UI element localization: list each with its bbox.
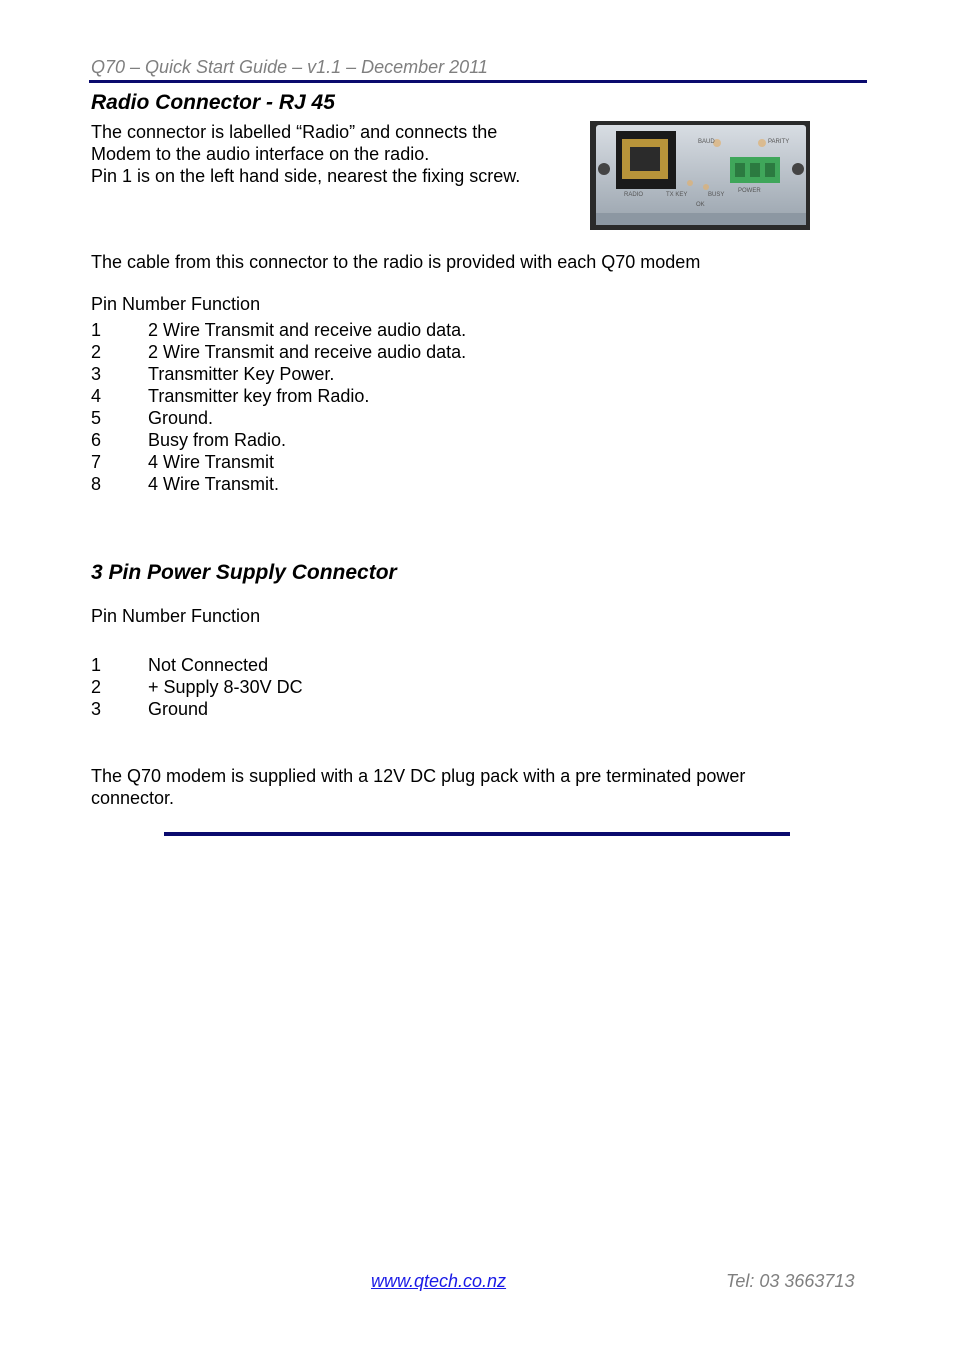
pin-number: 1 [91,320,102,340]
power-pin-row [91,654,268,676]
pin-number: 8 [91,474,102,494]
connector-photo [590,121,810,230]
radio-pin-row [91,385,369,407]
pin-function: Ground [148,699,209,719]
photo-label-busy: BUSY [708,192,725,198]
pin-number: 3 [91,699,102,719]
pin-function: Transmitter key from Radio. [148,386,370,406]
page-header: Q70 – Quick Start Guide – v1.1 – December 2011 [91,57,488,77]
radio-intro [91,121,520,187]
pin-number: 1 [91,655,102,675]
power-note-line: The Q70 modem is supplied with a 12V DC plug pack with a pre terminated power [91,766,746,786]
radio-pin-row [91,407,213,429]
photo-label-txkey: TX KEY [666,192,688,198]
radio-pin-table-header: Pin Number Function [91,294,261,314]
photo-label-parity: PARITY [768,139,790,145]
radio-pin-row [91,319,466,341]
pin-number: 4 [91,386,102,406]
radio-intro-line: Modem to the audio interface on the radio. [91,144,430,164]
section-end-rule [164,832,790,836]
pin-number: 5 [91,408,102,428]
header-rule [89,80,867,83]
photo-label-ok: OK [696,202,705,208]
pin-function: 2 Wire Transmit and receive audio data. [148,320,467,340]
pin-function: 2 Wire Transmit and receive audio data. [148,342,467,362]
power-pin-row [91,698,208,720]
pin-number: 7 [91,452,102,472]
pin-function: 4 Wire Transmit. [148,474,280,494]
pin-function: Busy from Radio. [148,430,287,450]
power-note [91,765,745,809]
pin-number: 3 [91,364,102,384]
radio-intro-line: Pin 1 is on the left hand side, nearest the fixing screw. [91,166,521,186]
photo-label-radio: RADIO [624,192,644,198]
pin-function: Transmitter Key Power. [148,364,335,384]
power-connector-heading: 3 Pin Power Supply Connector [91,561,397,584]
radio-pin-row [91,363,334,385]
pin-function: + Supply 8-30V DC [148,677,303,697]
radio-pin-row [91,473,279,495]
pin-function: Not Connected [148,655,269,675]
cable-note: The cable from this connector to the radio is provided with each Q70 modem [91,252,701,272]
radio-connector-heading: Radio Connector - RJ 45 [91,91,335,114]
pin-number: 6 [91,430,102,450]
pin-number: 2 [91,342,102,362]
radio-intro-line: The connector is labelled “Radio” and connects the [91,122,498,142]
radio-pin-row [91,451,274,473]
photo-label-power: POWER [738,188,761,194]
pin-number: 2 [91,677,102,697]
radio-pin-row [91,429,286,451]
radio-pin-row [91,341,466,363]
pin-function: Ground. [148,408,214,428]
footer-phone: Tel: 03 3663713 [726,1271,855,1291]
power-note-line: connector. [91,788,175,808]
power-pin-table-header: Pin Number Function [91,606,261,626]
pin-function: 4 Wire Transmit [148,452,275,472]
website-link[interactable]: www.qtech.co.nz [371,1271,507,1291]
photo-label-baud: BAUD [698,139,715,145]
power-pin-row [91,676,303,698]
